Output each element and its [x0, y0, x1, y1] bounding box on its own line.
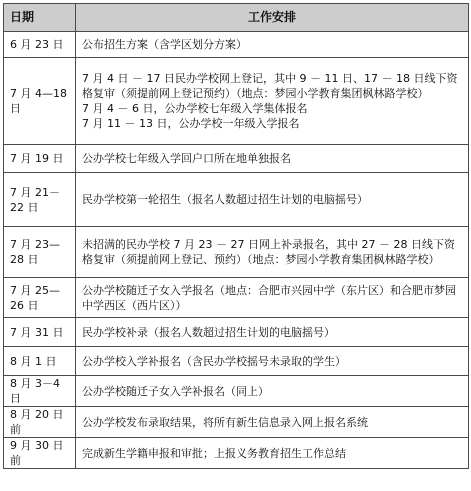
task-line: 公办学校入学补报名（含民办学校摇号未录取的学生）	[82, 354, 346, 368]
row-task	[76, 278, 469, 318]
task-line: 公办学校随迁子女入学补报名（同上）	[82, 384, 269, 398]
row-date: 7 月 4—18 日	[4, 58, 76, 145]
task-line: 7 月 4 日 － 17 日民办学校网上登记，其中 9 － 11 日、17 － 18 日线下资格复审（须提前网上登记预约）（地点：梦园小学教育集团枫林路学校）	[82, 72, 458, 100]
row-task	[76, 145, 469, 173]
table-row	[4, 173, 469, 227]
row-task	[76, 347, 469, 376]
table-row	[4, 438, 469, 469]
row-task	[76, 58, 469, 145]
row-date: 7 月 31 日	[4, 318, 76, 347]
schedule-body	[4, 32, 469, 469]
task-line: 完成新生学籍申报和审批；上报义务教育招生工作总结	[82, 446, 346, 460]
row-date: 8 月 20 日前	[4, 407, 76, 438]
table-row	[4, 347, 469, 376]
row-task	[76, 32, 469, 58]
table-row	[4, 227, 469, 278]
row-date: 8 月 1 日	[4, 347, 76, 376]
task-line: 未招满的民办学校 7 月 23 － 27 日网上补录报名，其中 27 － 28 日线下资格复审（须提前网上登记、预约）（地点：梦园小学教育集团枫林路学校）	[82, 238, 455, 266]
row-date: 7 月 23—28 日	[4, 227, 76, 278]
table-row	[4, 278, 469, 318]
row-date: 7 月 21－22 日	[4, 173, 76, 227]
row-date: 9 月 30 日前	[4, 438, 76, 469]
task-line: 7 月 4 － 6 日，公办学校七年级入学集体报名	[82, 102, 308, 115]
table-header-row	[4, 4, 469, 32]
row-date: 8 月 3－4 日	[4, 376, 76, 407]
task-line: 7 月 11 － 13 日，公办学校一年级入学报名	[82, 117, 300, 130]
row-date: 7 月 19 日	[4, 145, 76, 173]
header-task: 工作安排	[76, 4, 469, 32]
row-task	[76, 227, 469, 278]
table-row	[4, 32, 469, 58]
task-line: 公办学校随迁子女入学报名（地点：合肥市兴园中学（东片区）和合肥市梦园中学西区（西片区））	[82, 283, 456, 312]
enrollment-schedule-table	[3, 3, 469, 469]
task-line: 公办学校七年级入学回户口所在地单独报名	[82, 152, 291, 165]
task-line: 民办学校第一轮招生（报名人数超过招生计划的电脑摇号）	[82, 193, 368, 206]
header-date: 日期	[4, 4, 76, 32]
row-task	[76, 376, 469, 407]
row-date: 7 月 25—26 日	[4, 278, 76, 318]
table-row	[4, 58, 469, 145]
table-row	[4, 376, 469, 407]
table-row	[4, 407, 469, 438]
row-task	[76, 407, 469, 438]
task-line: 民办学校补录（报名人数超过招生计划的电脑摇号）	[82, 325, 335, 339]
row-task	[76, 438, 469, 469]
row-task	[76, 173, 469, 227]
row-date: 6 月 23 日	[4, 32, 76, 58]
task-line: 公办学校发布录取结果，将所有新生信息录入网上报名系统	[82, 415, 368, 429]
task-line: 公布招生方案（含学区划分方案）	[82, 38, 247, 51]
row-task	[76, 318, 469, 347]
table-row	[4, 318, 469, 347]
table-row	[4, 145, 469, 173]
